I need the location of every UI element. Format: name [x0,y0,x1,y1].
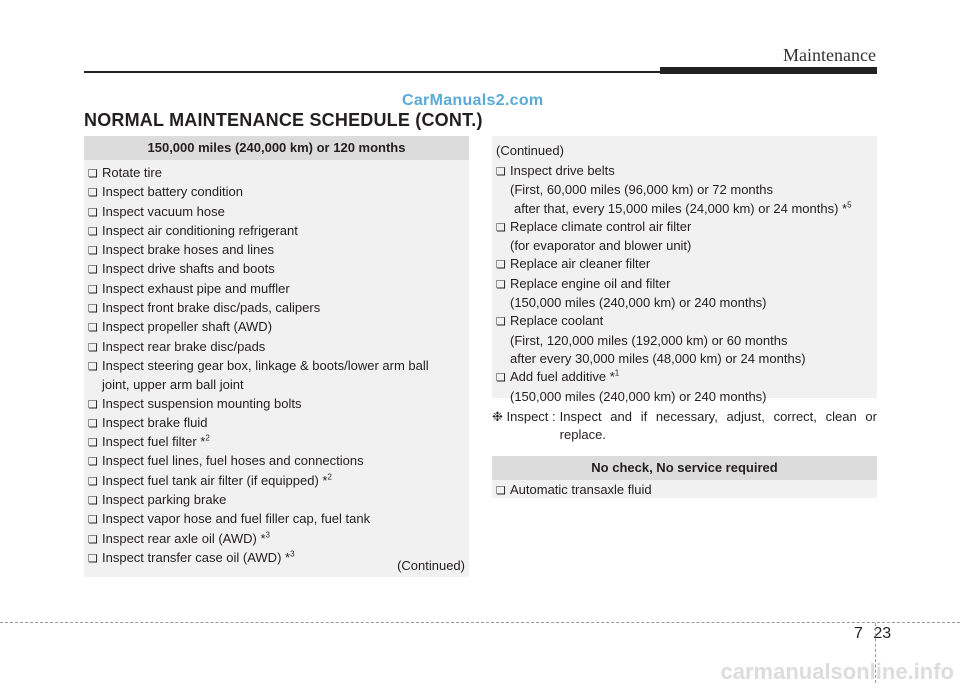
checkbox-icon: ❏ [88,552,98,565]
list-item: ❏ Inspect drive shafts and boots [84,260,469,279]
section-title: NORMAL MAINTENANCE SCHEDULE (CONT.) [84,110,483,130]
checkbox-icon: ❏ [88,456,98,469]
checkbox-icon: ❏ [88,475,98,488]
checkbox-icon: ❏ [496,485,506,497]
left-schedule-panel [84,136,469,577]
checkbox-icon: ❏ [88,322,98,335]
checkbox-icon: ❏ [88,341,98,354]
list-item: ❏ Inspect vacuum hose [84,203,469,222]
checkbox-icon: ❏ [88,168,98,180]
list-item: ❏ Replace engine oil and filter (150,000 miles (240,000 km) or 240 months) [496,275,767,311]
list-item: ❏ Inspect propeller shaft (AWD) [84,318,469,337]
checkbox-icon: ❏ [88,495,98,508]
right-schedule-panel [492,136,877,404]
footer-rule [0,622,960,623]
note-text: Inspect and if necessary, adjust, correct, clean or replace. [559,409,877,442]
list-item: ❏ Inspect exhaust pipe and muffler [84,280,469,299]
list-item: ❏ Inspect fuel filter *$^2$ [84,433,469,452]
list-item: ❏ Inspect air conditioning refrigerant [84,222,469,241]
inspect-note [492,408,877,444]
header-title: Maintenance [783,45,876,65]
no-service-panel [492,456,877,498]
header-rule [84,71,660,73]
list-item: ❏ Replace air cleaner filter [492,255,877,274]
checkbox-icon: ❏ [496,278,506,291]
checkbox-icon: ❏ [88,283,98,296]
checkbox-icon: ❏ [88,245,98,258]
checkbox-icon: ❏ [88,514,98,527]
watermark-top: CarManuals2.com [402,92,544,109]
list-item: ❏ Inspect front brake disc/pads, calipers [84,299,469,318]
checkbox-icon: ❏ [88,206,98,219]
checkbox-icon: ❏ [496,316,506,329]
list-item: ❏ Replace climate control air filter (for evaporator and blower unit) [496,218,692,254]
list-item: ❏ Inspect parking brake [84,491,469,510]
checkbox-icon: ❏ [496,259,506,272]
checkbox-icon: ❏ [88,533,98,546]
page-number [854,625,891,643]
list-item: ❏ Inspect rear axle oil (AWD) *$^3$ [84,530,469,549]
list-item: ❏ Replace coolant (First, 120,000 miles (192,000 km) or 60 months after every 30,000 miles (48,000 km) or 24 months) [496,313,806,366]
checkbox-icon: ❏ [88,360,98,373]
list-item: ❏ Inspect fuel lines, fuel hoses and connections [84,452,469,471]
header-bar [660,67,877,74]
list-item: ❏ Inspect battery condition [84,183,469,202]
watermark-bottom: carmanualsonline.info [720,659,954,684]
left-panel-heading: 150,000 miles (240,000 km) or 120 months [84,136,469,160]
checkbox-icon: ❏ [496,166,506,178]
checkbox-icon: ❏ [88,437,98,450]
left-item-list [84,160,469,568]
checkbox-icon: ❏ [88,398,98,411]
list-item: ❏ Inspect steering gear box, linkage & boots/lower arm ball joint, upper arm ball joint [88,357,429,393]
checkbox-icon: ❏ [496,372,506,385]
checkbox-icon: ❏ [88,187,98,200]
no-service-heading: No check, No service required [492,456,877,480]
chapter-number: 7 [854,625,863,642]
note-label: ❉ Inspect : [492,409,556,424]
list-item: ❏ Automatic transaxle fluid [492,481,877,500]
checkbox-icon: ❏ [88,264,98,277]
right-item-list [492,160,877,406]
list-item: ❏ Inspect suspension mounting bolts [84,395,469,414]
checkbox-icon: ❏ [88,417,98,430]
checkbox-icon: ❏ [88,303,98,316]
list-item: ❏ Inspect rear brake disc/pads [84,338,469,357]
list-item: ❏ Inspect brake fluid [84,414,469,433]
list-item: ❏ Add fuel additive *$^1$ (150,000 miles (240,000 km) or 240 months) [496,368,767,404]
list-item: ❏ Inspect brake hoses and lines [84,241,469,260]
checkbox-icon: ❏ [88,225,98,238]
continued-label: (Continued) [397,558,465,573]
list-item: ❏ Rotate tire [84,164,469,183]
checkbox-icon: ❏ [496,221,506,234]
list-item: ❏ Inspect fuel tank air filter (if equipped) *$^2$ [84,472,469,491]
list-item: ❏ Inspect drive belts (First, 60,000 miles (96,000 km) or 72 months after that, every 15,000 miles (24,000 km) or 24 months) *$^5$ [496,163,852,216]
list-item: ❏ Inspect transfer case oil (AWD) *$^3$ [84,549,469,568]
list-item: ❏ Inspect vapor hose and fuel filler cap, fuel tank [84,510,469,529]
page-index: 23 [873,625,892,642]
right-panel-heading: (Continued) [496,143,564,158]
